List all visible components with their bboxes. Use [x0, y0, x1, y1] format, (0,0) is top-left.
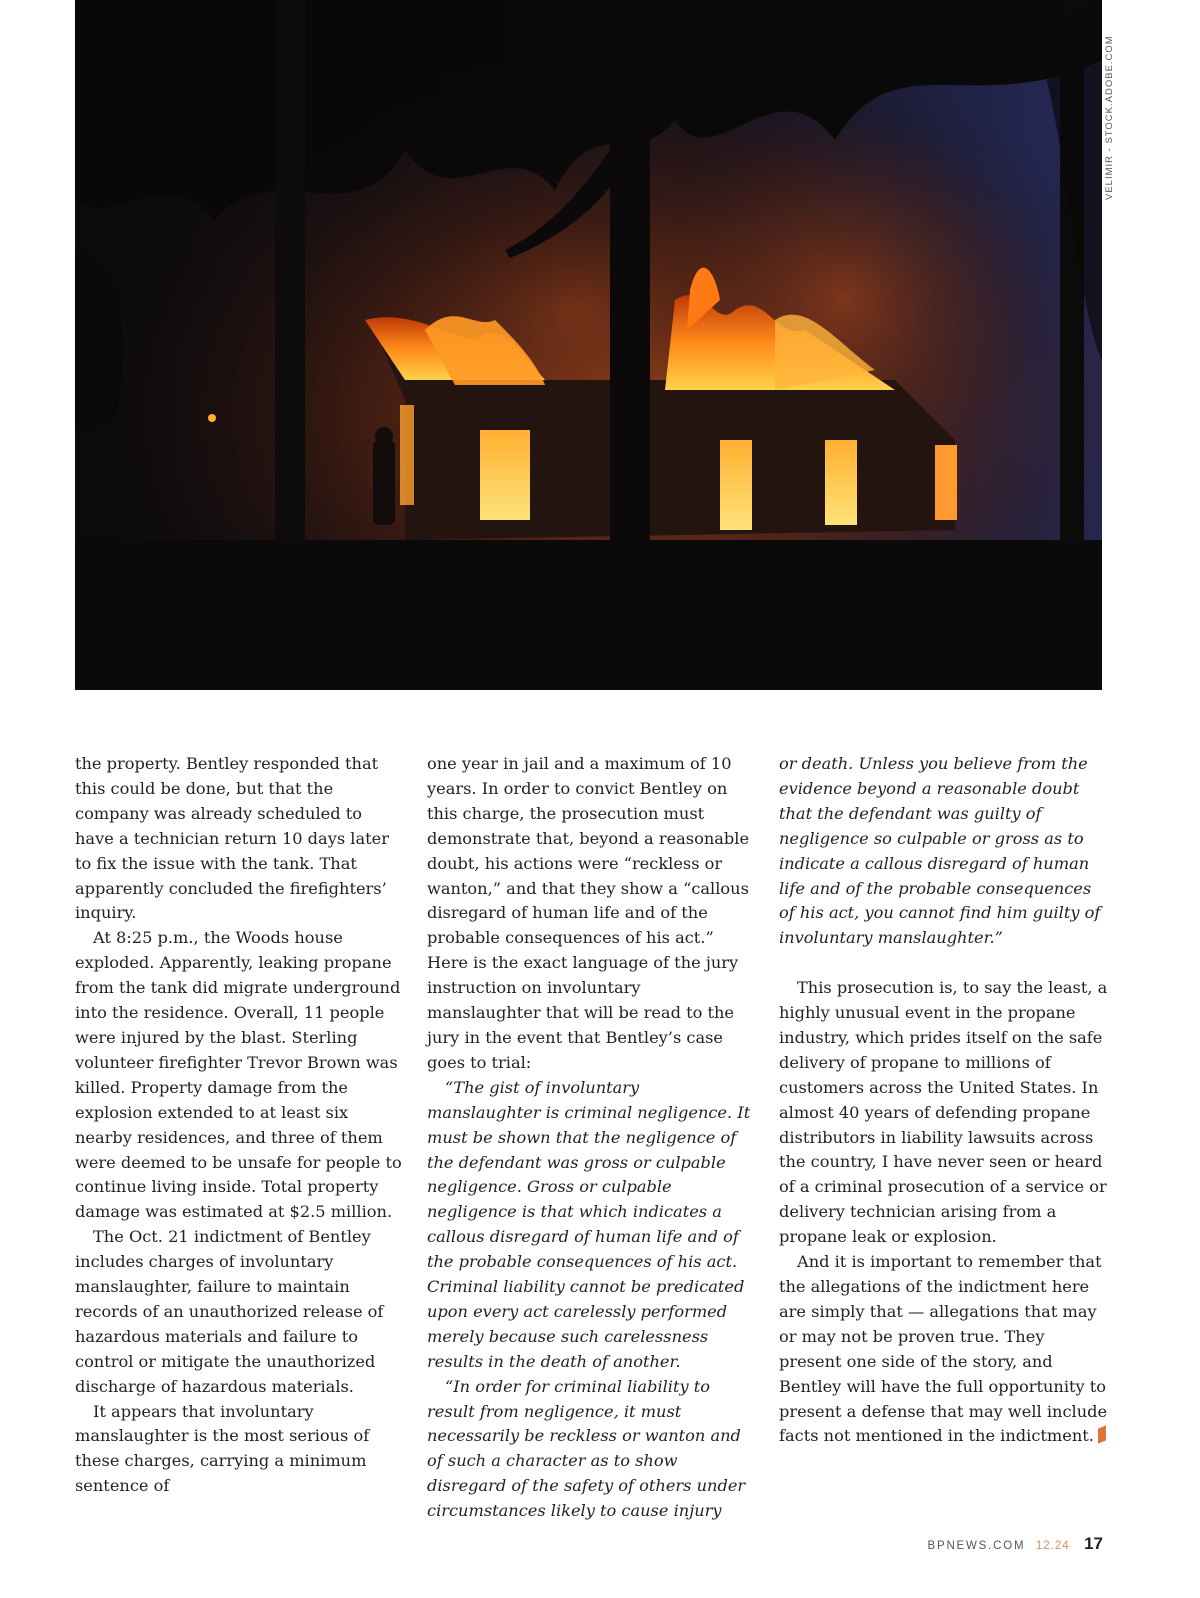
paragraph-final — [779, 1250, 1109, 1449]
jury-instruction-quote: “In order for criminal liability to result from negligence, it must necessarily be reckless or wanton and of such a character as to show disregard of the safety of others under circumstances likely to cause injury — [427, 1376, 746, 1521]
paragraph: The Oct. 21 indictment of Bentley includes charges of involuntary manslaughter, failure to maintain records of an unauthorized release of hazardous materials and failure to control or mitigate the unauthorized discharge of hazardous materials. — [75, 1227, 384, 1396]
photo-credit: VELIMIR - STOCK.ADOBE.COM — [1104, 35, 1115, 200]
page-number: 17 — [1084, 1534, 1103, 1553]
jury-instruction-quote: or death. Unless you believe from the evidence beyond a reasonable doubt that the defendant was guilty of negligence so culpable or gross as to indicate a callous disregard of human life and of the probable consequences of his act, you cannot find him guilty of involuntary manslaughter.” — [779, 754, 1101, 948]
paragraph-gap — [779, 951, 1109, 976]
footer-date: 12.24 — [1035, 1540, 1070, 1552]
column-3 — [779, 752, 1109, 1449]
paragraph: At 8:25 p.m., the Woods house exploded. Apparently, leaking propane from the tank did migrate underground into the residence. Overall, 11 people were injured by the blast. Sterling volunteer firefighter Trevor Brown was killed. Property damage from the explosion extended to at least six nearby residences, and three of them were deemed to be unsafe for people to continue living inside. Total property damage was estimated at $2.5 million. — [75, 928, 402, 1222]
end-mark-icon — [1098, 1426, 1106, 1444]
paragraph: It appears that involuntary manslaughter is the most serious of these charges, carrying a minimum sentence of — [75, 1401, 370, 1496]
footer-site: BPNEWS.COM — [927, 1540, 1026, 1552]
paragraph: This prosecution is, to say the least, a highly unusual event in the propane industry, which prides itself on the safe delivery of propane to millions of customers across the United States. In almost 40 years of defending propane distributors in liability lawsuits across the country, I have never seen or heard of a criminal prosecution of a service or delivery technician arising from a propane leak or explosion. — [779, 978, 1108, 1247]
paragraph: the property. Bentley responded that this could be done, but that the company was already scheduled to have a technician return 10 days later to fix the issue with the tank. That apparently concluded the firefighters’ inquiry. — [75, 754, 389, 923]
house-fire-photo-icon — [75, 0, 1102, 690]
paragraph-text: And it is important to remember that the allegations of the indictment here are simply that — allegations that may or may not be proven true. They present one side of the story, and Bentley will have the full opportunity to present a defense that may well include facts not mentioned in the indictment. — [779, 1252, 1108, 1446]
house-fire-photo — [75, 0, 1102, 690]
column-1 — [75, 752, 405, 1499]
jury-instruction-quote: “The gist of involuntary manslaughter is criminal negligence. It must be shown that the negligence of the defendant was gross or culpable negligence. Gross or culpable negligence is that which indicates a callous disregard of human life and of the probable consequences of his act. Criminal liability cannot be predicated upon every act carelessly performed merely because such carelessness results in the death of another. — [427, 1077, 751, 1371]
paragraph: one year in jail and a maximum of 10 years. In order to convict Bentley on this charge, the prosecution must demonstrate that, beyond a reasonable doubt, his actions were “reckless or wanton,” and that they show a “callous disregard of human life and of the probable consequences of his act.” Here is the exact language of the jury instruction on involuntary manslaughter that will be read to the jury in the event that Bentley’s case goes to trial: — [427, 754, 750, 1072]
page-footer — [928, 1534, 1103, 1554]
column-2 — [427, 752, 757, 1524]
